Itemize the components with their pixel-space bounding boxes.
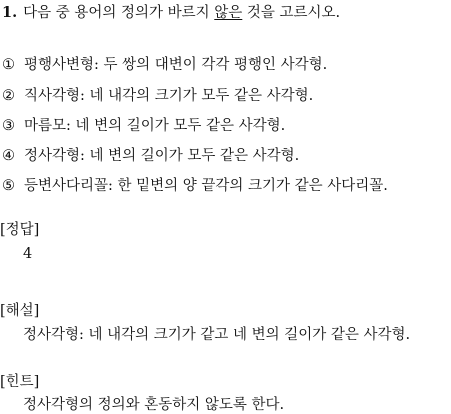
hint-text: 정사각형의 정의와 혼동하지 않도록 한다.	[23, 397, 285, 413]
answer-label: [정답]	[0, 222, 40, 238]
option-1	[2, 56, 327, 74]
question-line	[2, 4, 340, 22]
option-2	[2, 87, 313, 105]
explanation-text: 정사각형: 네 내각의 크기가 같고 네 변의 길이가 같은 사각형.	[23, 327, 411, 343]
option-4	[2, 147, 299, 165]
answer-value: 4	[23, 246, 33, 262]
option-marker: ④	[2, 148, 15, 164]
question-number: 1.	[2, 4, 18, 21]
option-text: 마름모: 네 변의 길이가 모두 같은 사각형.	[24, 118, 286, 134]
option-marker: ③	[2, 118, 15, 134]
option-marker: ②	[2, 88, 15, 104]
option-3	[2, 117, 285, 135]
option-text: 평행사변형: 두 쌍의 대변이 각각 평행인 사각형.	[24, 57, 328, 73]
question-text-after: 것을 고르시오.	[242, 5, 341, 21]
option-text: 등변사다리꼴: 한 밑변의 양 끝각의 크기가 같은 사다리꼴.	[24, 178, 388, 194]
option-text: 정사각형: 네 변의 길이가 모두 같은 사각형.	[24, 148, 300, 164]
question-text-underlined: 않은	[214, 5, 243, 21]
hint-label: [힌트]	[0, 374, 40, 390]
option-marker: ⑤	[2, 178, 15, 194]
option-marker: ①	[2, 57, 15, 73]
option-5	[2, 177, 388, 195]
option-text: 직사각형: 네 내각의 크기가 모두 같은 사각형.	[24, 88, 314, 104]
question-text-before: 다음 중 용어의 정의가 바르지	[23, 5, 215, 21]
explanation-label: [해설]	[0, 303, 40, 319]
